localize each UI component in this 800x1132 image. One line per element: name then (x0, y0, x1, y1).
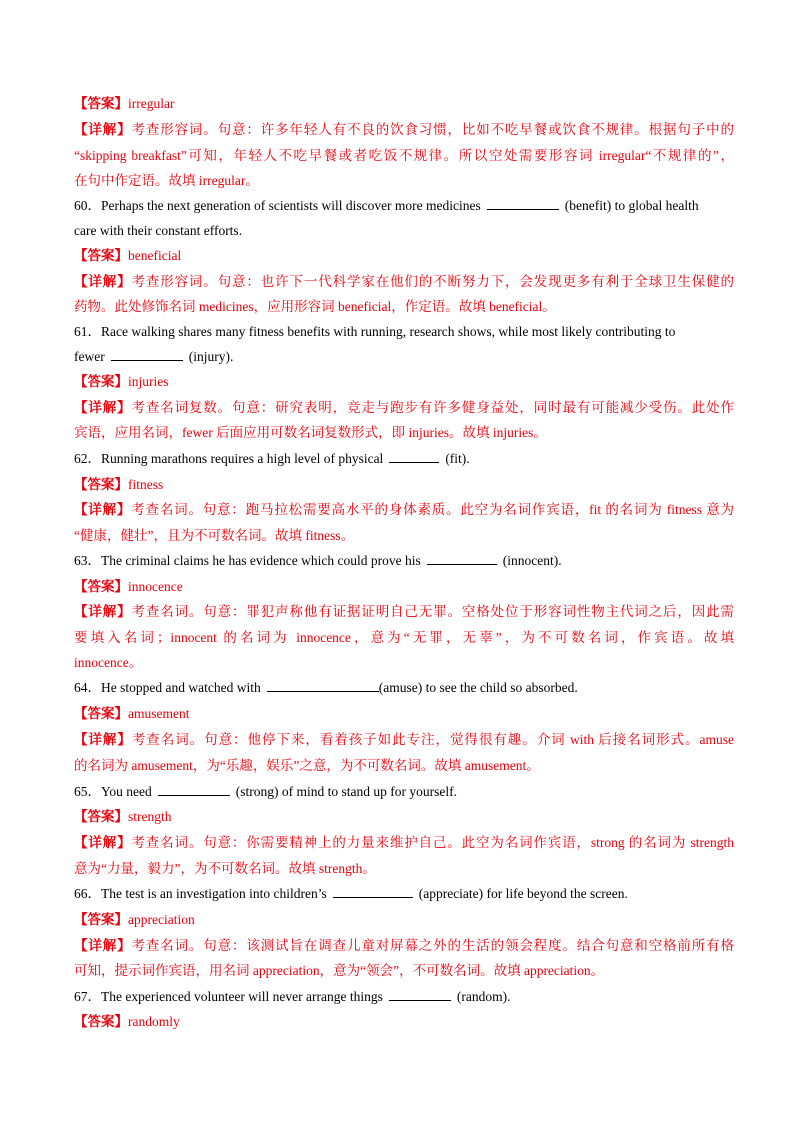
question-hint: (fit). (445, 451, 470, 466)
answer-text: fitness (128, 477, 164, 492)
detail-text: 考查名词。句意：他停下来，看着孩子如此专注，觉得很有趣。介词 with 后接名词形式。amuse (131, 732, 734, 747)
answer-line (74, 476, 734, 494)
answer-text: amusement (128, 706, 190, 721)
question-text: 63．The criminal claims he has evidence which could prove his (74, 553, 421, 568)
answer-tag: 【答案】 (74, 248, 128, 263)
detail-text: 意为“力量，毅力”，为不可数名词。故填 strength。 (74, 861, 376, 876)
detail-text: 考查名词。句意：跑马拉松需要高水平的身体素质。此空为名词作宾语，fit 的名词为 fitness 意为 (131, 502, 735, 517)
answer-text: innocence (128, 579, 183, 594)
detail-text: 的名词为 amusement，为“乐趣，娱乐”之意，为不可数名词。故填 amusement。 (74, 758, 540, 773)
question-line (74, 197, 734, 215)
question-text: 61．Race walking shares many fitness benefits with running, research shows, while most likely contributing to (74, 324, 676, 339)
question-hint: (benefit) to global health (564, 198, 699, 213)
answer-blank (427, 552, 497, 565)
detail-line (74, 937, 734, 955)
detail-text: 在句中作定语。故填 irregular。 (74, 173, 259, 188)
answer-line (74, 808, 734, 826)
answer-tag: 【答案】 (74, 912, 128, 927)
detail-line (74, 172, 734, 190)
detail-line (74, 121, 734, 139)
question-hint: (injury). (188, 349, 234, 364)
detail-text: 要填入名词；innocent 的名词为 innocence，意为“无罪，无辜”，为不可数名词，作宾语。故填 (74, 630, 734, 645)
answer-tag: 【答案】 (74, 477, 128, 492)
answer-text: injuries (128, 374, 169, 389)
answer-line (74, 95, 734, 113)
answer-tag: 【答案】 (74, 706, 128, 721)
question-line (74, 552, 734, 570)
detail-text: “skipping breakfast”可知，年轻人不吃早餐或者吃饭不规律。所以空处需要形容词 irregular“不规律的”， (74, 148, 734, 163)
question-line (74, 783, 734, 801)
question-text: 66．The test is an investigation into children’s (74, 886, 327, 901)
detail-text: 药物。此处修饰名词 medicines，应用形容词 beneficial，作定语。故填 beneficial。 (74, 299, 556, 314)
question-line (74, 679, 734, 697)
detail-text: 考查名词复数。句意：研究表明，竞走与跑步有许多健身益处，同时最有可能减少受伤。此处作 (131, 400, 735, 415)
answer-text: beneficial (128, 248, 182, 263)
detail-text: 考查名词。句意：你需要精神上的力量来维护自己。此空为名词作宾语，strong 的名词为 strength (131, 835, 735, 850)
detail-tag: 【详解】 (74, 122, 132, 137)
detail-line (74, 527, 734, 545)
question-line (74, 323, 734, 341)
answer-tag: 【答案】 (74, 1014, 128, 1029)
detail-tag: 【详解】 (74, 400, 132, 415)
answer-text: irregular (128, 96, 175, 111)
detail-line (74, 424, 734, 442)
question-hint: (innocent). (502, 553, 562, 568)
answer-line (74, 911, 734, 929)
detail-line (74, 603, 734, 621)
answer-line (74, 578, 734, 596)
answer-line (74, 373, 734, 391)
detail-line (74, 298, 734, 316)
answer-line (74, 247, 734, 265)
answer-text: appreciation (128, 912, 195, 927)
detail-line (74, 834, 734, 852)
question-line (74, 988, 734, 1006)
detail-line (74, 501, 734, 519)
answer-blank (111, 348, 183, 361)
detail-line (74, 731, 734, 749)
detail-text: 可知，提示词作宾语，用名词 appreciation，意为“领会”，不可数名词。故填 appreciation。 (74, 963, 605, 978)
detail-line (74, 399, 734, 417)
question-text: care with their constant efforts. (74, 223, 243, 238)
detail-tag: 【详解】 (74, 938, 132, 953)
answer-tag: 【答案】 (74, 579, 128, 594)
detail-tag: 【详解】 (74, 835, 132, 850)
detail-tag: 【详解】 (74, 274, 132, 289)
question-line (74, 222, 734, 240)
answer-tag: 【答案】 (74, 374, 128, 389)
question-line (74, 885, 734, 903)
question-line (74, 348, 734, 366)
answer-blank (487, 197, 559, 210)
question-text: 62．Running marathons requires a high level of physical (74, 451, 384, 466)
detail-tag: 【详解】 (74, 604, 132, 619)
question-text: fewer (74, 349, 105, 364)
detail-line (74, 654, 734, 672)
question-line (74, 450, 734, 468)
detail-line (74, 147, 734, 165)
detail-text: 考查名词。句意：该测试旨在调查儿童对屏幕之外的生活的领会程度。结合句意和空格前所有格 (131, 938, 735, 953)
answer-text: strength (128, 809, 172, 824)
detail-text: 考查形容词。句意：也许下一代科学家在他们的不断努力下，会发现更多有利于全球卫生保健的 (131, 274, 735, 289)
answer-tag: 【答案】 (74, 809, 128, 824)
detail-tag: 【详解】 (74, 502, 132, 517)
question-text: 64．He stopped and watched with (74, 680, 261, 695)
question-hint: (amuse) to see the child so absorbed. (378, 680, 578, 695)
detail-text: 宾语，应用名词，fewer 后面应用可数名词复数形式，即 injuries。故填 injuries。 (74, 425, 547, 440)
answer-text: randomly (128, 1014, 180, 1029)
detail-line (74, 757, 734, 775)
detail-line (74, 860, 734, 878)
question-text: 65．You need (74, 784, 152, 799)
detail-text: 考查名词。句意：罪犯声称他有证据证明自己无罪。空格处位于形容词性物主代词之后，因此需 (131, 604, 735, 619)
question-hint: (random). (456, 989, 511, 1004)
detail-line (74, 273, 734, 291)
question-text: 67．The experienced volunteer will never arrange things (74, 989, 383, 1004)
detail-tag: 【详解】 (74, 732, 132, 747)
answer-line (74, 1013, 734, 1031)
question-text: 60．Perhaps the next generation of scientists will discover more medicines (74, 198, 481, 213)
detail-text: innocence。 (74, 655, 143, 670)
detail-line (74, 962, 734, 980)
question-hint: (appreciate) for life beyond the screen. (418, 886, 628, 901)
answer-blank (333, 885, 413, 898)
detail-line (74, 629, 734, 647)
answer-tag: 【答案】 (74, 96, 128, 111)
answer-blank (158, 783, 230, 796)
answer-blank (267, 679, 379, 692)
answer-blank (389, 450, 439, 463)
question-hint: (strong) of mind to stand up for yourself. (235, 784, 457, 799)
detail-text: “健康，健壮”，且为不可数名词。故填 fitness。 (74, 528, 355, 543)
answer-blank (389, 988, 451, 1001)
answer-line (74, 705, 734, 723)
detail-text: 考查形容词。句意：许多年轻人有不良的饮食习惯，比如不吃早餐或饮食不规律。根据句子中的 (131, 122, 735, 137)
